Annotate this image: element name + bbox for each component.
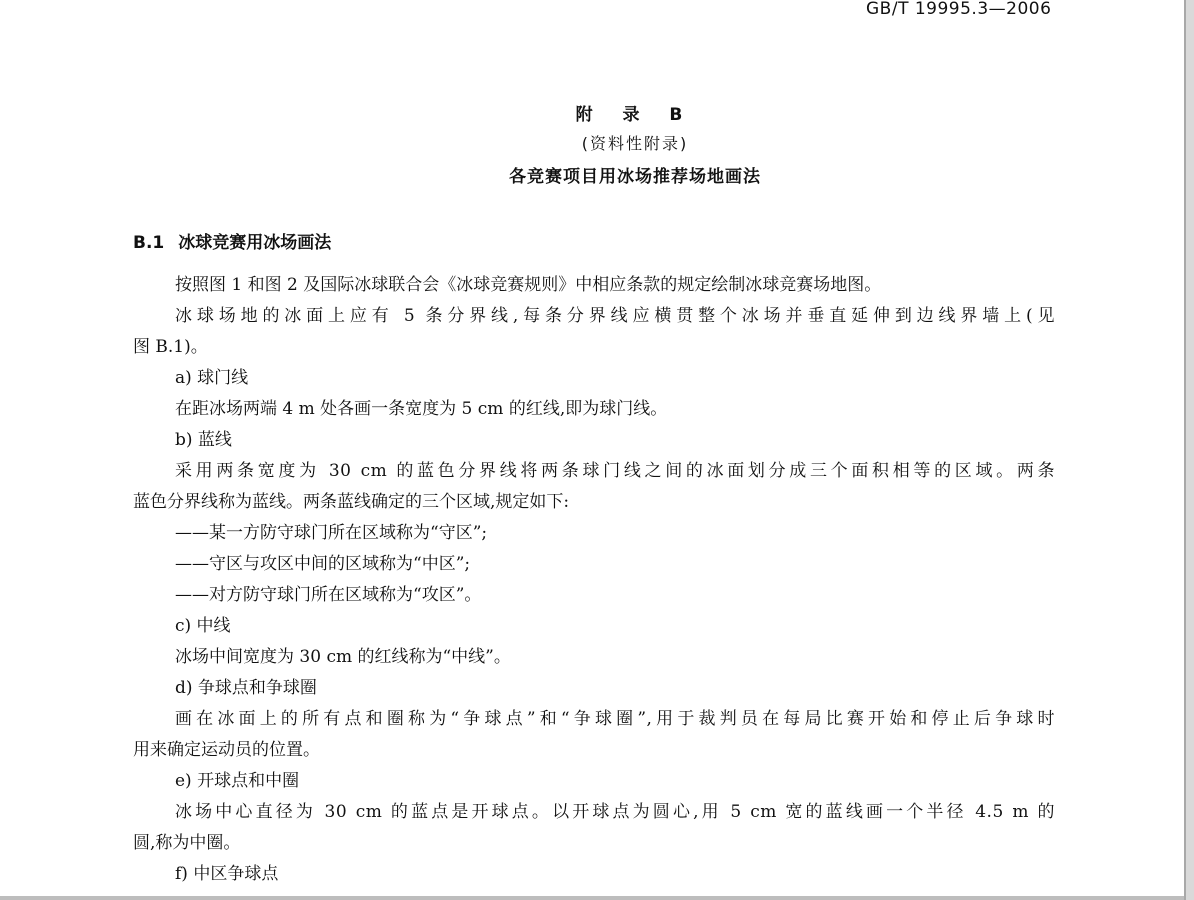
paragraph-line: 冰场中心直径为 30 cm 的蓝点是开球点。以开球点为圆心,用 5 cm 宽的蓝线画一个半径 4.5 m 的 [175,802,1055,822]
paragraph-line: 图 B.1)。 [133,337,208,357]
list-item-label: b) 蓝线 [175,430,232,450]
paragraph-line: 按照图 1 和图 2 及国际冰球联合会《冰球竞赛规则》中相应条款的规定绘制冰球竞赛场地图。 [175,275,882,295]
section-number: B.1 [133,233,165,253]
paragraph-line: 蓝色分界线称为蓝线。两条蓝线确定的三个区域,规定如下: [133,492,570,512]
paragraph-line: 采用两条宽度为 30 cm 的蓝色分界线将两条球门线之间的冰面划分成三个面积相等的区域。两条 [175,461,1055,481]
appendix-title: 附 录 B [575,105,695,125]
page-edge-bottom [0,896,1184,900]
list-item-label: e) 开球点和中圈 [175,771,300,791]
dash-list-item: ——对方防守球门所在区域称为“攻区”。 [175,585,482,605]
paragraph-line: 画在冰面上的所有点和圈称为“争球点”和“争球圈”,用于裁判员在每局比赛开始和停止后争球时 [175,709,1055,729]
list-item-label: a) 球门线 [175,368,249,388]
section-title: 冰球竞赛用冰场画法 [178,233,332,253]
section-heading [133,228,331,253]
paragraph-line: 圆,称为中圈。 [133,833,241,853]
paragraph-line: 冰场中间宽度为 30 cm 的红线称为“中线”。 [175,647,511,667]
dash-list-item: ——某一方防守球门所在区域称为“守区”; [175,523,488,543]
list-item-label: c) 中线 [175,616,231,636]
page-edge-right [1184,0,1194,900]
paragraph-line: 在距冰场两端 4 m 处各画一条宽度为 5 cm 的红线,即为球门线。 [175,399,668,419]
paragraph-line: 用来确定运动员的位置。 [133,740,320,760]
list-item-label: d) 争球点和争球圈 [175,678,317,698]
appendix-heading: 各竞赛项目用冰场推荐场地画法 [509,167,761,187]
list-item-label: f) 中区争球点 [175,864,279,884]
dash-list-item: ——守区与攻区中间的区域称为“中区”; [175,554,471,574]
paragraph-line: 冰球场地的冰面上应有 5 条分界线,每条分界线应横贯整个冰场并垂直延伸到边线界墙上(见 [175,306,1055,326]
appendix-subtitle: (资料性附录) [581,134,689,153]
body-text [133,270,1055,890]
standard-number: GB/T 19995.3—2006 [866,0,1052,19]
